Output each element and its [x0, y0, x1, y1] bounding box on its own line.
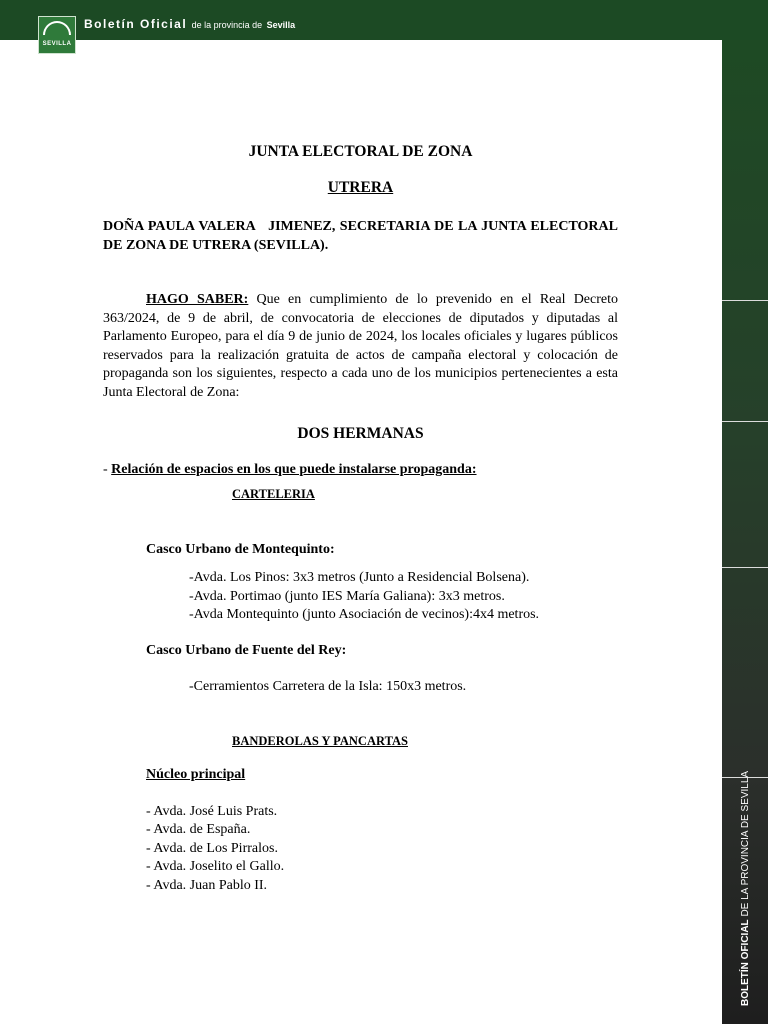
vertical-title-bold: BOLETÍN OFICIAL: [740, 919, 751, 1006]
vertical-title-rest: DE LA PROVINCIA DE SEVILLA: [740, 770, 751, 917]
doc-place: UTRERA: [327, 178, 394, 196]
municipality-heading: DOS HERMANAS: [297, 425, 424, 442]
list-item: -Avda. Portimao (junto IES María Galiana): 3x3 metros.: [189, 588, 505, 604]
secretary-paragraph: DOÑA PAULA VALERA JIMENEZ, SECRETARIA DE LA JUNTA ELECTORAL DE ZONA DE UTRERA (SEVILLA).: [103, 219, 622, 253]
vertical-title: [740, 771, 751, 1006]
sidebar-divider: [722, 421, 768, 422]
logo-text: SEVILLA: [42, 41, 72, 47]
casco2-list: [103, 678, 618, 697]
brand-place: Sevilla: [266, 20, 296, 30]
list-item: -Avda Montequinto (junto Asociación de vecinos):4x4 metros.: [189, 607, 540, 622]
list-item: - Avda. Juan Pablo II.: [146, 877, 268, 893]
sidebar-divider: [722, 300, 768, 301]
nucleo-list: [103, 803, 618, 896]
list-item: -Cerramientos Carretera de la Isla: 150x3 metros.: [189, 679, 467, 694]
casco1-list: [103, 569, 618, 625]
list-item: - Avda. de España.: [146, 822, 251, 837]
list-item: -Avda. Los Pinos: 3x3 metros (Junto a Residencial Bolsena).: [189, 570, 530, 585]
logo-arc-icon: [43, 21, 71, 35]
relacion-heading: Relación de espacios en los que puede instalarse propaganda:: [111, 461, 477, 477]
sidebar-divider: [722, 567, 768, 568]
brand-main: Boletín Oficial: [84, 17, 188, 31]
list-item: - Avda. José Luis Prats.: [146, 803, 278, 819]
list-item: - Avda. de Los Pirralos.: [146, 840, 278, 856]
document-body: [103, 143, 622, 895]
brand-title: [84, 15, 295, 33]
doc-title: JUNTA ELECTORAL DE ZONA: [248, 143, 473, 160]
brand-sub: de la provincia de: [191, 20, 263, 30]
relacion-line: [103, 461, 618, 480]
nucleo-heading: Núcleo principal: [146, 767, 246, 782]
banderolas-heading: BANDEROLAS Y PANCARTAS: [232, 733, 408, 748]
casco2-heading: Casco Urbano de Fuente del Rey:: [146, 642, 347, 658]
casco1-heading: Casco Urbano de Montequinto:: [146, 541, 335, 557]
list-item: - Avda. Joselito el Gallo.: [146, 859, 285, 874]
hago-saber-label: HAGO SABER:: [146, 292, 249, 307]
relacion-dash: -: [103, 461, 112, 477]
carteleria-heading: CARTELERIA: [232, 487, 315, 501]
diputacion-logo: [38, 16, 76, 54]
hago-saber-text: Que en cumplimiento de lo prevenido en el Real Decreto 363/2024, de 9 de abril, de convocatoria de elecciones de diputados y diputadas al Parlamento Europeo, para el día 9 de junio de 2024, los locales oficiales y lugares públicos reservados para la realización gratuita de actos de campaña electoral y colocación de propaganda son los siguientes, respecto a cada uno de los municipios pertenecientes a esta Junta Electoral de Zona:: [103, 292, 618, 400]
hago-saber-paragraph: [103, 291, 618, 402]
